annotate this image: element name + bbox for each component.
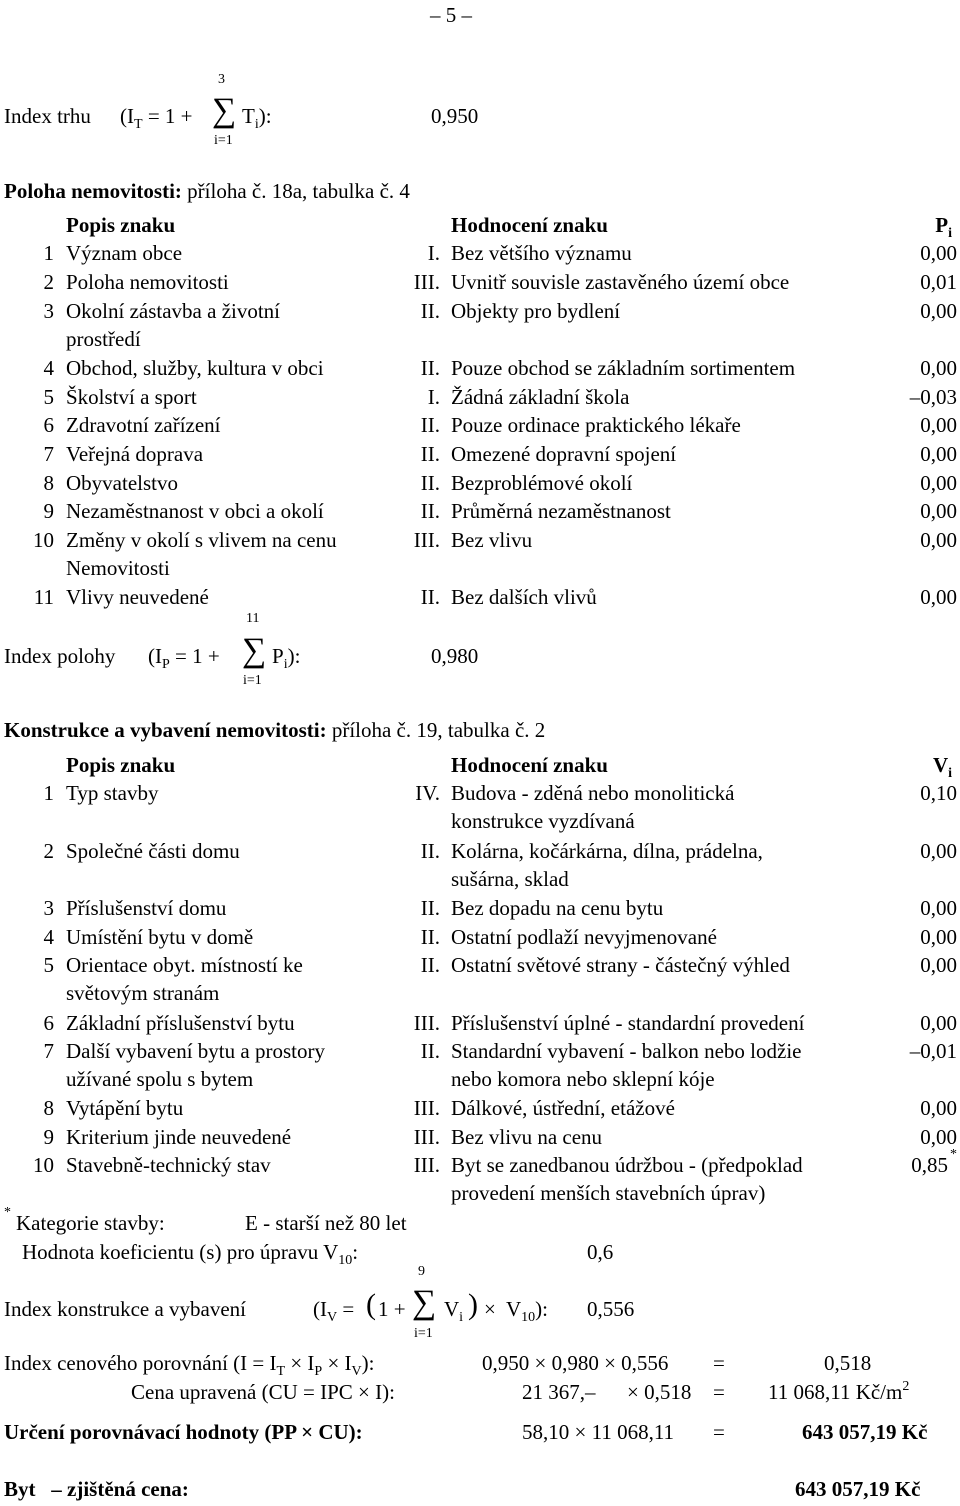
row-grade: II. — [420, 413, 440, 437]
adjusted-price-result: 11 068,11 $Kč/m^2$ — [768, 1379, 910, 1404]
row-description: Příslušenství domu — [66, 896, 227, 920]
table-row — [0, 387, 960, 415]
row-description: Vytápění bytu — [66, 1096, 184, 1120]
row-evaluation: Pouze obchod se základním sortimentem — [451, 356, 796, 380]
page-number: – 5 – — [430, 3, 472, 27]
row-grade: III. — [413, 1125, 440, 1149]
sum-lower-limit: i=1 — [243, 673, 262, 688]
comparison-index-label: Index cenového porovnání $(I = I_T \times I_P \times I_V)$: — [4, 1351, 375, 1379]
row-description-continued: světovým stranám — [66, 981, 220, 1005]
row-evaluation: Omezené dopravní spojení — [451, 442, 677, 466]
table-row — [0, 927, 960, 955]
table-row — [0, 243, 960, 271]
row-description: Umístění bytu v domě — [66, 925, 254, 949]
table-row — [0, 1013, 960, 1041]
table-row — [0, 1127, 960, 1155]
row-number: 5 — [43, 385, 54, 409]
row-number: 8 — [43, 471, 54, 495]
location-formula: ($I_P = 1$ + — [148, 644, 220, 672]
table-row — [0, 953, 960, 1005]
column-header-value: $V_i$ — [932, 753, 952, 781]
row-description: Typ stavby — [66, 781, 159, 805]
row-value: 0,00 — [920, 299, 957, 323]
row-number: 10 — [33, 528, 54, 552]
table-row — [0, 839, 960, 891]
row-evaluation: Budova - zděná nebo monolitická — [451, 781, 735, 805]
table-row — [0, 272, 960, 300]
location-index-label: Index polohy — [4, 644, 116, 668]
row-evaluation-continued: nebo komora nebo sklepní kóje — [451, 1067, 715, 1091]
row-evaluation: Bez vlivu na cenu — [451, 1125, 603, 1149]
row-evaluation: Ostatní světové strany - částečný výhled — [451, 953, 790, 977]
row-description: Nezaměstnanost v obci a okolí — [66, 499, 324, 523]
footnote-mark: * — [4, 1205, 11, 1220]
row-number: 1 — [43, 781, 54, 805]
row-number: 9 — [43, 1125, 54, 1149]
column-header-evaluation: Hodnocení znaku — [451, 213, 608, 237]
row-grade: II. — [420, 471, 440, 495]
row-description: Kriterium jinde neuvedené — [66, 1125, 292, 1149]
category-label: Kategorie stavby: — [16, 1211, 165, 1235]
row-number: 7 — [43, 1039, 54, 1063]
table-row — [0, 299, 960, 351]
equals-sign: = — [713, 1380, 725, 1404]
construction-table-header — [0, 755, 960, 783]
location-term: $P_i$): — [272, 644, 301, 672]
table-row — [0, 898, 960, 926]
comparative-value-result: 643 057,19 Kč — [802, 1420, 928, 1444]
table-row — [0, 1098, 960, 1126]
row-value: –0,01 — [909, 1039, 957, 1063]
row-description-continued: užívané spolu s bytem — [66, 1067, 254, 1091]
table-row — [0, 415, 960, 443]
determined-price-label: Byt – zjištěná cena: — [4, 1477, 189, 1501]
table-row — [0, 1039, 960, 1091]
row-grade: I. — [427, 241, 440, 265]
table-row — [0, 1147, 960, 1205]
row-evaluation: Bezproblémové okolí — [451, 471, 633, 495]
comparison-expression: 0,950 × 0,980 × 0,556 — [482, 1351, 669, 1375]
row-grade: II. — [420, 1039, 440, 1063]
row-value: 0,00 — [920, 471, 957, 495]
row-evaluation: Bez vlivu — [451, 528, 533, 552]
row-evaluation-continued: sušárna, sklad — [451, 867, 569, 891]
row-value: 0,00 — [920, 1096, 957, 1120]
row-grade: II. — [420, 356, 440, 380]
row-description: Společné části domu — [66, 839, 240, 863]
construction-term: $V_i$ — [444, 1297, 464, 1325]
row-evaluation: Žádná základní škola — [451, 385, 630, 409]
row-evaluation: Dálkové, ústřední, etážové — [451, 1096, 675, 1120]
row-grade: III. — [413, 270, 440, 294]
row-number: 3 — [43, 896, 54, 920]
row-description: Obyvatelstvo — [66, 471, 178, 495]
row-value: 0,00 — [920, 896, 957, 920]
determined-price-result: 643 057,19 Kč — [795, 1477, 921, 1501]
construction-index-value: 0,556 — [587, 1297, 635, 1321]
equals-sign: = — [713, 1351, 725, 1375]
paren-close: ) — [468, 1288, 478, 1321]
row-evaluation: Průměrná nezaměstnanost — [451, 499, 671, 523]
sum-lower-limit: i=1 — [214, 133, 233, 148]
table-row — [0, 358, 960, 386]
row-number: 6 — [43, 413, 54, 437]
row-number: 10 — [33, 1153, 54, 1177]
row-description: Změny v okolí s vlivem na cenu — [66, 528, 337, 552]
row-evaluation: Ostatní podlaží nevyjmenované — [451, 925, 717, 949]
row-value: 0,00 — [920, 1125, 957, 1149]
row-value-mark: * — [950, 1147, 957, 1162]
market-term: $T_i$): — [242, 104, 272, 132]
row-description: Školství a sport — [66, 385, 197, 409]
row-grade: IV. — [415, 781, 440, 805]
sum-lower-limit: i=1 — [414, 1326, 433, 1341]
row-number: 9 — [43, 499, 54, 523]
row-description: Další vybavení bytu a prostory — [66, 1039, 325, 1063]
row-grade: II. — [420, 585, 440, 609]
sum-symbol: ∑ — [412, 1284, 437, 1321]
row-evaluation: Bez dalších vlivů — [451, 585, 597, 609]
sum-upper-limit: 11 — [246, 611, 260, 626]
row-evaluation: Objekty pro bydlení — [451, 299, 621, 323]
column-header-value: $P_i$ — [935, 213, 952, 241]
adjusted-price-multiplier: × 0,518 — [627, 1380, 692, 1404]
table-row — [0, 528, 960, 580]
row-description: Zdravotní zařízení — [66, 413, 221, 437]
adjusted-price-base: 21 367,– — [522, 1380, 596, 1404]
row-grade: I. — [427, 385, 440, 409]
row-evaluation: Uvnitř souvisle zastavěného území obce — [451, 270, 790, 294]
one-plus: 1 + — [378, 1297, 406, 1321]
construction-term2: $V_{10}$): — [506, 1297, 548, 1325]
row-description: Stavebně-technický stav — [66, 1153, 271, 1177]
row-description: Vlivy neuvedené — [66, 585, 209, 609]
row-number: 1 — [43, 241, 54, 265]
row-grade: II. — [420, 839, 440, 863]
column-header-evaluation: Hodnocení znaku — [451, 753, 608, 777]
row-description: Obchod, služby, kultura v obci — [66, 356, 324, 380]
row-number: 5 — [43, 953, 54, 977]
row-description: Orientace obyt. místností ke — [66, 953, 303, 977]
row-grade: II. — [420, 953, 440, 977]
row-value: 0,00 — [920, 925, 957, 949]
construction-index-label: Index konstrukce a vybavení — [4, 1297, 247, 1321]
times-sign: × — [484, 1297, 496, 1321]
row-grade: III. — [413, 1096, 440, 1120]
sum-symbol: ∑ — [212, 92, 237, 129]
construction-heading: Konstrukce a vybavení nemovitosti: příloha č. 19, tabulka č. 2 — [4, 718, 546, 742]
row-value: 0,85 — [911, 1153, 948, 1177]
market-index-value: 0,950 — [431, 104, 479, 128]
row-number: 7 — [43, 442, 54, 466]
row-description: Základní příslušenství bytu — [66, 1011, 295, 1035]
row-grade: III. — [413, 1011, 440, 1035]
row-grade: III. — [413, 528, 440, 552]
market-index-label: Index trhu — [4, 104, 91, 128]
row-grade: III. — [413, 1153, 440, 1177]
table-row — [0, 587, 960, 615]
row-value: 0,10 — [920, 781, 957, 805]
location-index-value: 0,980 — [431, 644, 479, 668]
row-grade: II. — [420, 442, 440, 466]
location-heading: Poloha nemovitosti: příloha č. 18a, tabulka č. 4 — [4, 179, 410, 203]
row-description-continued: Nemovitosti — [66, 556, 170, 580]
column-header-description: Popis znaku — [66, 213, 176, 237]
row-evaluation: Kolárna, kočárkárna, dílna, prádelna, — [451, 839, 763, 863]
column-header-description: Popis znaku — [66, 753, 176, 777]
table-row — [0, 473, 960, 501]
row-evaluation: Bez dopadu na cenu bytu — [451, 896, 664, 920]
row-evaluation: Byt se zanedbanou údržbou - (předpoklad — [451, 1153, 803, 1177]
row-evaluation: Standardní vybavení - balkon nebo lodžie — [451, 1039, 802, 1063]
row-value: 0,00 — [920, 241, 957, 265]
row-value: 0,01 — [920, 270, 957, 294]
row-grade: II. — [420, 499, 440, 523]
row-number: 3 — [43, 299, 54, 323]
row-value: 0,00 — [920, 442, 957, 466]
row-number: 6 — [43, 1011, 54, 1035]
row-description: Poloha nemovitosti — [66, 270, 229, 294]
row-description: Význam obce — [66, 241, 183, 265]
row-description: Veřejná doprava — [66, 442, 204, 466]
row-evaluation: Pouze ordinace praktického lékaře — [451, 413, 741, 437]
row-evaluation-continued: konstrukce vyzdívaná — [451, 809, 635, 833]
row-number: 4 — [43, 356, 54, 380]
row-description: Okolní zástavba a životní — [66, 299, 281, 323]
row-value: 0,00 — [920, 413, 957, 437]
category-value: E - starší než 80 let — [245, 1211, 407, 1235]
row-value: 0,00 — [920, 1011, 957, 1035]
coefficient-label: Hodnota koeficientu (s) pro úpravu $V_{10}$: — [22, 1240, 359, 1268]
row-evaluation-continued: provedení menších stavebních úprav) — [451, 1181, 766, 1205]
comparison-result: 0,518 — [824, 1351, 872, 1375]
row-value: –0,03 — [909, 385, 957, 409]
coefficient-value: 0,6 — [587, 1240, 614, 1264]
row-grade: II. — [420, 896, 440, 920]
row-grade: II. — [420, 925, 440, 949]
row-description-continued: prostředí — [66, 327, 141, 351]
row-number: 2 — [43, 270, 54, 294]
row-value: 0,00 — [920, 953, 957, 977]
row-value: 0,00 — [920, 499, 957, 523]
row-value: 0,00 — [920, 356, 957, 380]
sum-upper-limit: 9 — [418, 1264, 425, 1279]
market-formula: ($I_T = 1$ + — [120, 104, 193, 132]
row-number: 8 — [43, 1096, 54, 1120]
row-value: 0,00 — [920, 528, 957, 552]
table-row — [0, 781, 960, 833]
location-table-header — [0, 215, 960, 243]
table-row — [0, 444, 960, 472]
row-grade: II. — [420, 299, 440, 323]
row-number: 4 — [43, 925, 54, 949]
comparative-value-label: Určení porovnávací hodnoty (PP × CU): — [4, 1420, 363, 1444]
row-number: 2 — [43, 839, 54, 863]
row-number: 11 — [33, 585, 54, 609]
row-value: 0,00 — [920, 839, 957, 863]
adjusted-price-label: Cena upravená (CU = IPC × I): — [131, 1380, 395, 1404]
sum-symbol: ∑ — [242, 632, 267, 669]
equals-sign: = — [713, 1420, 725, 1444]
construction-formula: ($I_V$ = — [313, 1297, 355, 1325]
row-evaluation: Příslušenství úplné - standardní provedení — [451, 1011, 805, 1035]
row-evaluation: Bez většího významu — [451, 241, 632, 265]
table-row — [0, 501, 960, 529]
sum-upper-limit: 3 — [218, 72, 225, 87]
comparative-value-expression: 58,10 × 11 068,11 — [522, 1420, 675, 1444]
row-value: 0,00 — [920, 585, 957, 609]
paren-open: ( — [366, 1288, 376, 1321]
